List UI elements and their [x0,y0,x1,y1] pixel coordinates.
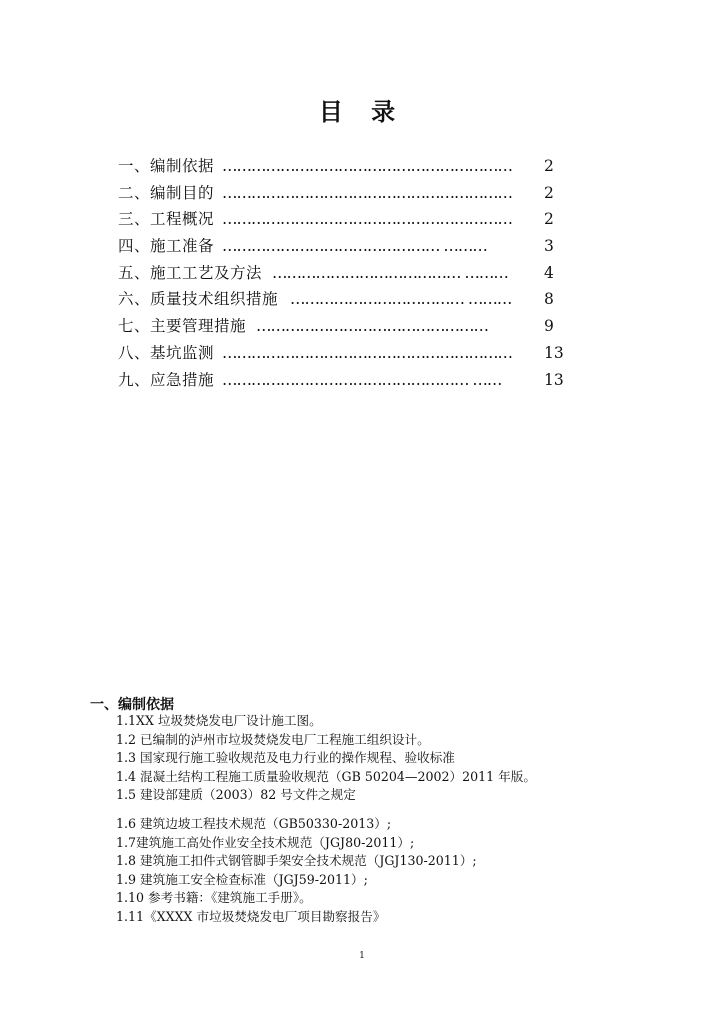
toc-title: 目 录 [318,98,406,126]
toc-leader-dots: ………………………………………… [256,317,488,336]
reference-list [116,712,586,927]
toc-entry-page: 13 [544,343,564,362]
section-heading: 一、编制依据 [90,697,174,713]
toc-leader-dots: ……………………………………… ……… [222,237,487,256]
toc-entry-label: 五、施工工艺及方法 [118,263,263,282]
reference-item: 1.6 建筑边坡工程技术规范（GB50330-2013）; [116,815,392,831]
toc-leader-dots: …………………………………………………… [222,343,512,362]
toc-entry-label: 六、质量技术组织措施 [118,290,279,309]
reference-item: 1.3 国家现行施工验收规范及电力行业的操作规程、验收标准 [116,750,455,766]
toc-entry[interactable] [118,313,568,340]
toc-entry[interactable] [118,233,568,260]
reference-item: 1.8 建筑施工扣件式钢管脚手架安全技术规范（JGJ130-2011）; [116,853,477,869]
reference-item: 1.10 参考书籍：《建筑施工手册》。 [116,890,312,906]
toc-entry-page: 13 [544,370,564,389]
toc-leader-dots: ………………………………… ……… [272,263,508,282]
reference-item: 1.9 建筑施工安全检查标准（JGJ59-2011）; [116,871,368,887]
toc-entry-page: 8 [544,290,554,309]
toc-entry[interactable] [118,286,568,313]
toc-entry-label: 四、施工准备 [118,237,215,256]
toc-entry[interactable] [118,180,568,207]
reference-item: 1.1XX 垃圾焚烧发电厂设计施工图。 [116,713,322,728]
page-number: 1 [359,951,365,961]
reference-item: 1.2 已编制的泸州市垃圾焚烧发电厂工程施工组织设计。 [116,731,430,747]
reference-item: 1.4 混凝土结构工程施工质量验收规范（GB 50204—2002）2011 年版。 [116,768,536,784]
toc-entry[interactable] [118,260,568,287]
toc-entry-label: 七、主要管理措施 [118,317,247,336]
toc-entry-label: 八、基坑监测 [118,343,215,362]
toc-leader-dots: ……………………………… ……… [290,290,512,309]
toc-entry-page: 2 [544,157,554,175]
toc-entry-label: 九、应急措施 [118,370,215,389]
toc-entry-label: 二、编制目的 [118,183,215,202]
toc-entry-page: 3 [544,237,554,256]
reference-item: 1.5 建设部建质（2003）82 号文件之规定 [116,787,356,803]
toc-entry-page: 2 [544,210,554,229]
toc-entry[interactable] [118,206,568,233]
toc-entry[interactable] [118,367,568,394]
toc-leader-dots: …………………………………………………… [222,157,512,175]
toc-leader-dots: …………………………………………………… [222,210,512,229]
toc-leader-dots: …………………………………………………… [222,183,512,202]
reference-item: 1.11《XXXX 市垃圾焚烧发电厂项目勘察报告》 [116,908,386,924]
table-of-contents [118,153,568,393]
toc-entry[interactable] [118,340,568,367]
toc-entry-label: 一、编制依据 [118,157,215,175]
toc-leader-dots: …………………………………………… …… [222,370,502,389]
toc-entry[interactable] [118,153,568,180]
toc-entry-page: 9 [544,317,554,336]
toc-entry-page: 2 [544,183,554,202]
toc-entry-page: 4 [544,263,554,282]
reference-item: 1.7建筑施工高处作业安全技术规范（JGJ80-2011）; [116,834,415,850]
toc-entry-label: 三、工程概况 [118,210,215,229]
